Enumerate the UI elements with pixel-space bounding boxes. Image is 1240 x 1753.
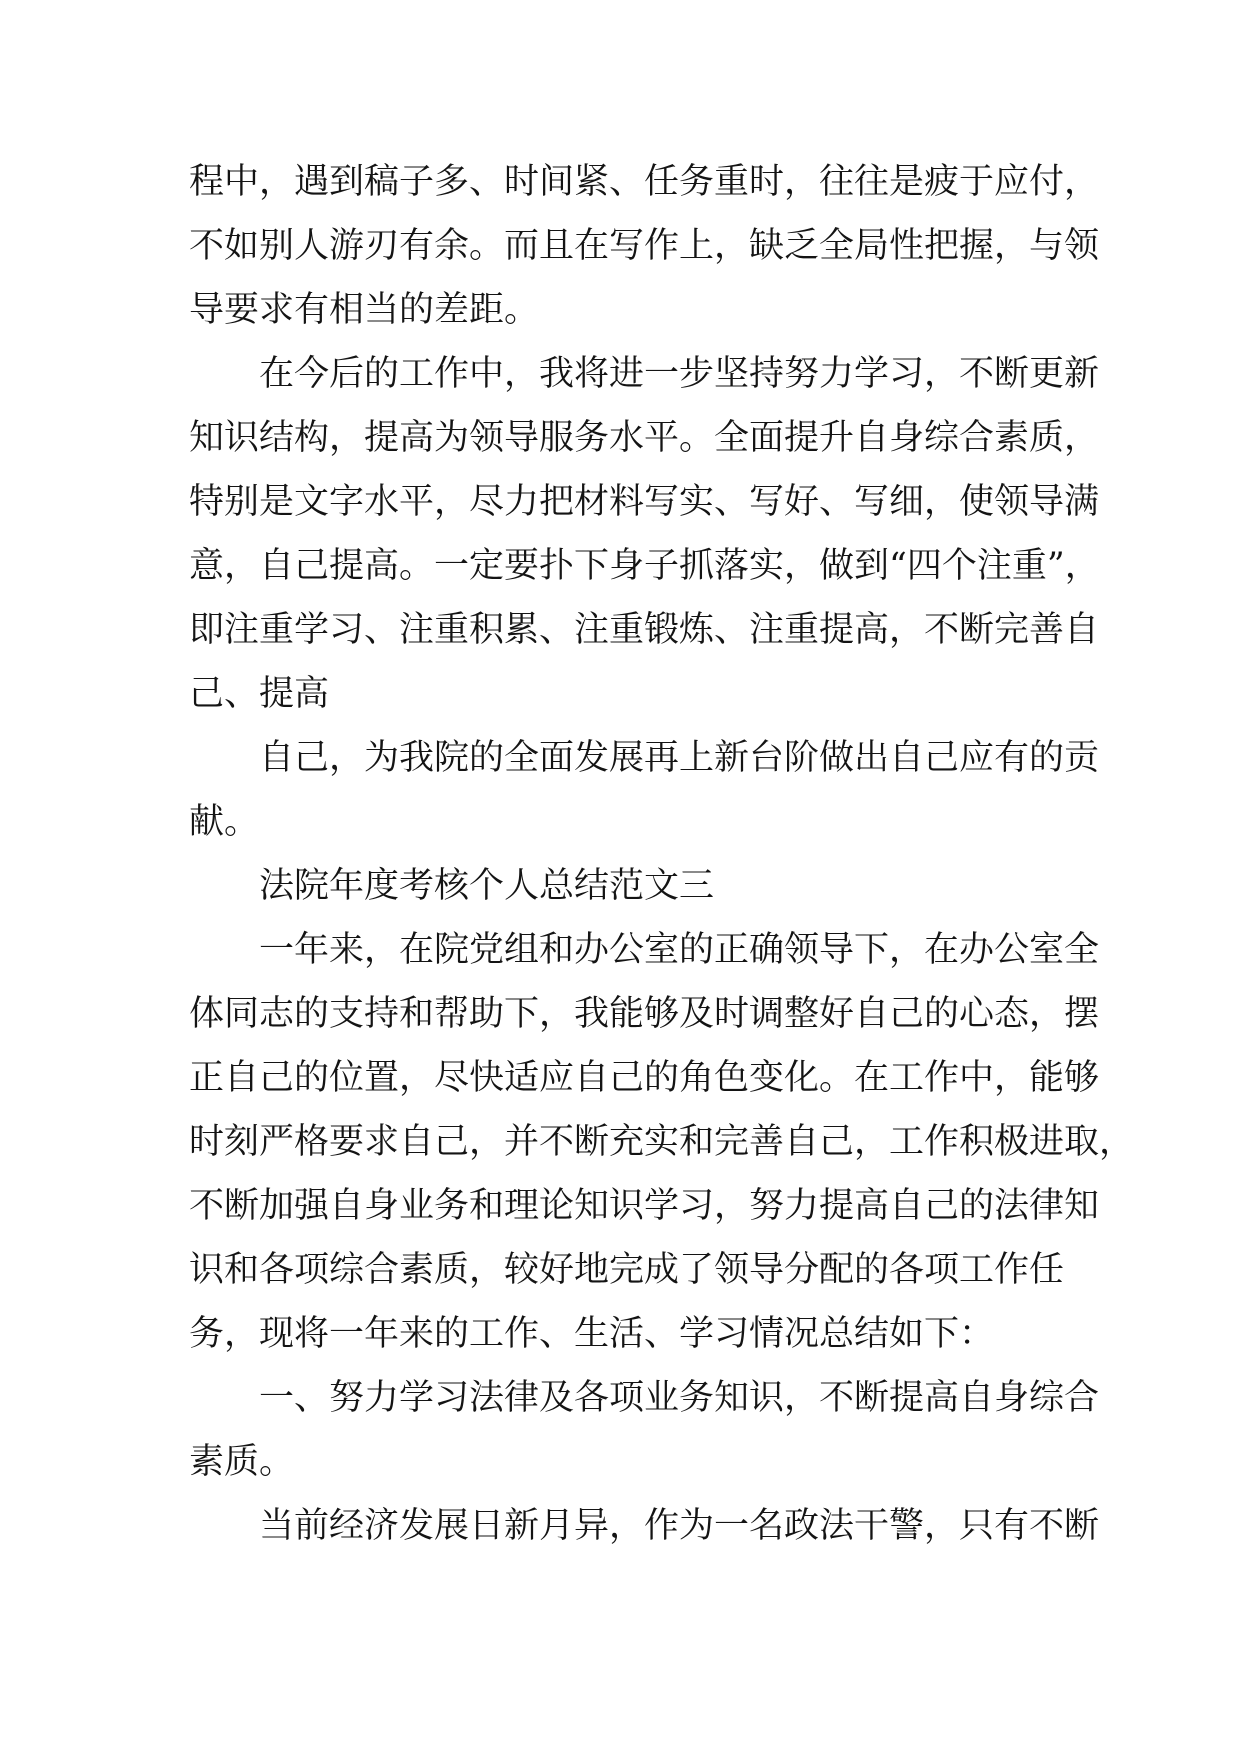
text-line: 程中，遇到稿子多、时间紧、任务重时，往往是疲于应付， bbox=[189, 162, 1100, 202]
text-line: 知识结构，提高为领导服务水平。全面提升自身综合素质， bbox=[189, 418, 1100, 458]
text-line: 素质。 bbox=[189, 1442, 295, 1482]
text-line: 一、努力学习法律及各项业务知识，不断提高自身综合 bbox=[259, 1378, 1100, 1418]
text-line: 正自己的位置，尽快适应自己的角色变化。在工作中，能够 bbox=[189, 1058, 1100, 1098]
text-line: 不如别人游刃有余。而且在写作上，缺乏全局性把握，与领 bbox=[189, 226, 1100, 266]
document-body bbox=[189, 150, 1135, 1558]
text-line: 己、提高 bbox=[189, 674, 330, 714]
text-line: 法院年度考核个人总结范文三 bbox=[259, 866, 715, 906]
text-line: 献。 bbox=[189, 802, 260, 842]
text-line: 体同志的支持和帮助下，我能够及时调整好自己的心态，摆 bbox=[189, 994, 1100, 1034]
text-line: 务，现将一年来的工作、生活、学习情况总结如下： bbox=[189, 1314, 995, 1354]
text-line: 导要求有相当的差距。 bbox=[189, 290, 540, 330]
text-line: 当前经济发展日新月异，作为一名政法干警，只有不断 bbox=[259, 1506, 1100, 1546]
text-line: 自己，为我院的全面发展再上新台阶做出自己应有的贡 bbox=[259, 738, 1100, 778]
text-line: 识和各项综合素质，较好地完成了领导分配的各项工作任 bbox=[189, 1250, 1065, 1290]
text-line: 在今后的工作中，我将进一步坚持努力学习，不断更新 bbox=[259, 354, 1100, 394]
text-line: 一年来，在院党组和办公室的正确领导下，在办公室全 bbox=[259, 930, 1100, 970]
text-line: 不断加强自身业务和理论知识学习，努力提高自己的法律知 bbox=[189, 1186, 1100, 1226]
text-line: 意，自己提高。一定要扑下身子抓落实，做到“四个注重”， bbox=[189, 546, 1100, 586]
text-line: 特别是文字水平，尽力把材料写实、写好、写细，使领导满 bbox=[189, 482, 1100, 522]
text-line: 即注重学习、注重积累、注重锻炼、注重提高，不断完善自 bbox=[189, 610, 1100, 650]
text-line: 时刻严格要求自己，并不断充实和完善自己，工作积极进取， bbox=[189, 1122, 1135, 1162]
